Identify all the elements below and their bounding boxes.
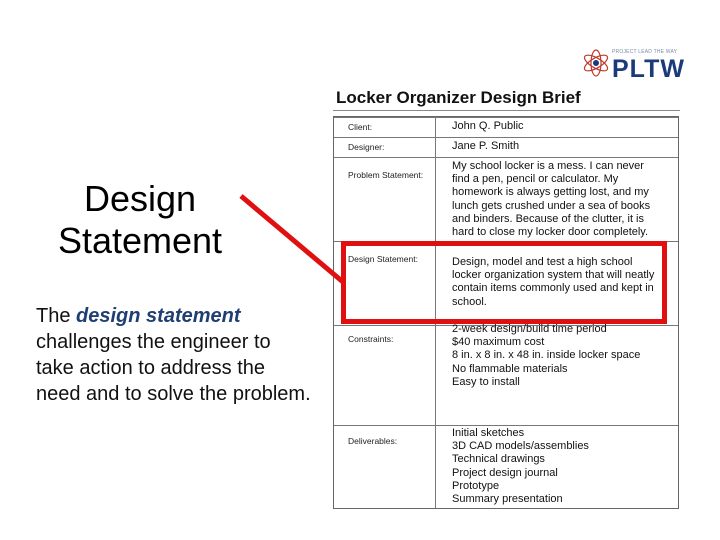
- design-statement-highlight-box: [341, 241, 667, 324]
- row-label: Constraints:: [348, 334, 394, 344]
- logo-wordmark: PLTW: [612, 55, 685, 83]
- title-line-2: Statement: [57, 220, 223, 261]
- row-value: [452, 120, 674, 133]
- value-line: school.: [452, 295, 487, 308]
- row-client: [334, 117, 678, 137]
- row-deliverables: [334, 425, 678, 508]
- row-value: [452, 427, 674, 506]
- value-line: Prototype: [452, 479, 500, 492]
- value-line: lunch gets crushed under a sea of books: [452, 199, 651, 212]
- body-emphasis: design statement: [76, 305, 241, 327]
- value-line: $40 maximum cost: [452, 336, 545, 349]
- value-line: My school locker is a mess. I can never: [452, 160, 644, 172]
- row-value: [452, 140, 674, 153]
- value-line: homework is always getting lost, and my: [452, 186, 649, 199]
- row-designer: [334, 137, 678, 157]
- value-line: No flammable materials: [452, 362, 568, 375]
- body-prefix: The: [36, 305, 77, 327]
- value-line: Summary presentation: [452, 493, 563, 506]
- row-constraints: [334, 325, 678, 425]
- value-line: 2-week design/build time period: [452, 323, 607, 335]
- row-problem-statement: [334, 157, 678, 241]
- value-line: Project design journal: [452, 466, 558, 479]
- row-label: Client:: [348, 122, 373, 132]
- row-value: [452, 160, 674, 239]
- value-line: hard to close my locker door completely.: [452, 226, 649, 239]
- row-value: [452, 323, 674, 389]
- body-rest: challenges the engineer to take action to address the need and to solve the problem.: [36, 331, 311, 405]
- document-title-rule: [333, 110, 680, 111]
- logo-tagline: PROJECT LEAD THE WAY: [612, 49, 678, 55]
- value-line: contain items commonly used and kept in: [452, 282, 654, 295]
- value-line: Jane P. Smith: [452, 140, 520, 152]
- value-line: and binders. Because of the clutter, it is: [452, 212, 645, 225]
- value-line: Easy to install: [452, 375, 520, 388]
- value-line: John Q. Public: [452, 120, 524, 132]
- value-line: 8 in. x 8 in. x 48 in. inside locker space: [452, 349, 641, 362]
- document-title: Locker Organizer Design Brief: [336, 88, 581, 107]
- row-label: Designer:: [348, 142, 385, 152]
- value-line: Initial sketches: [452, 427, 525, 439]
- value-line: 3D CAD models/assemblies: [452, 440, 589, 453]
- row-label: Design Statement:: [348, 254, 418, 264]
- row-label: Deliverables:: [348, 436, 398, 446]
- title-line-1: Design: [83, 178, 197, 219]
- value-line: Technical drawings: [452, 453, 545, 466]
- slide-body-text: [36, 303, 311, 407]
- slide-title: [40, 178, 240, 262]
- value-line: find a pen, pencil or calculator. My: [452, 173, 619, 186]
- row-label: Problem Statement:: [348, 170, 424, 180]
- value-line: locker organization system that will neatly: [452, 269, 655, 282]
- value-line: Design, model and test a high school: [452, 256, 633, 268]
